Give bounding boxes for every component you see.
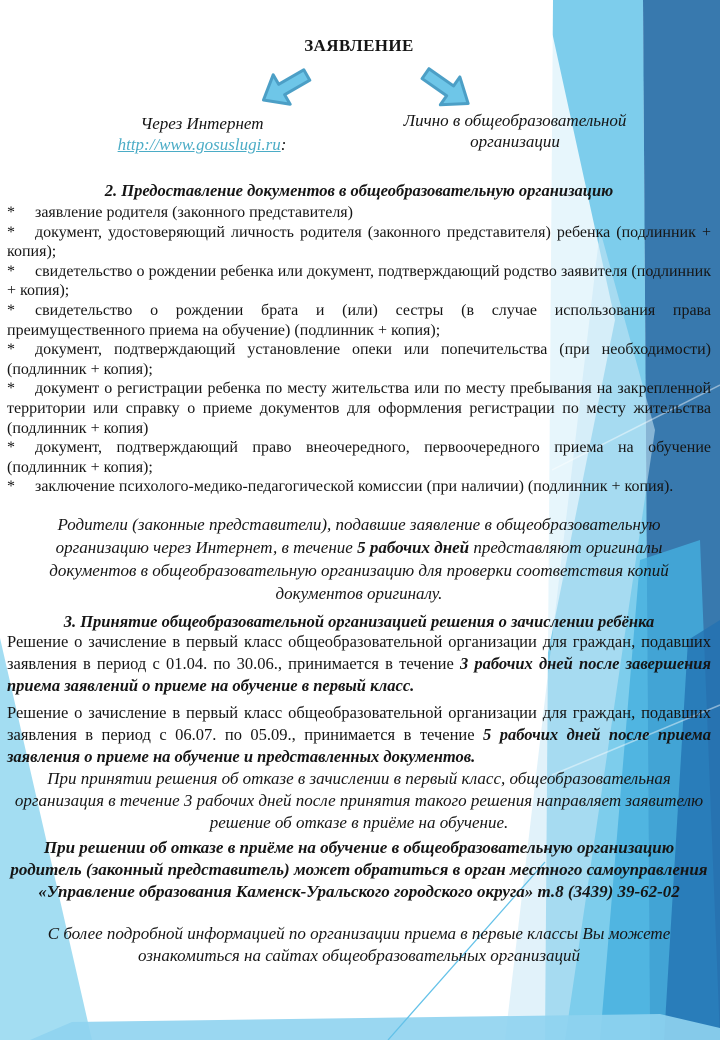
channel-internet-label: Через Интернет (140, 114, 264, 133)
note-text: Родители (законные представители), подавшие заявление в общеобразовательную организацию через Интернет, в течение (55, 514, 661, 557)
list-item (7, 379, 711, 438)
list-item (7, 340, 711, 379)
documents-list (7, 203, 711, 497)
decision-paragraph-summer (7, 702, 711, 768)
bullet-marker: * (7, 439, 15, 457)
paragraph-highlight: 3 рабочих дней после завершения приема заявлений о приеме на обучение в первый класс. (7, 653, 711, 695)
paragraph-text: Решение о зачисление в первый класс общеобразовательной организации для граждан, подавших заявления в период с 06.07. по 05.09., принимается в течение (7, 702, 711, 744)
link-suffix: : (280, 135, 287, 154)
channel-in-person-label: Лично в общеобразовательной организации (403, 111, 627, 151)
list-item-text: свидетельство о рождении брата и (или) сестры (в случае использования права преимущественного приема на обучение) (подлинник + копия); (7, 301, 711, 339)
application-channels (7, 56, 711, 168)
section2-heading: 2. Предоставление документов в общеобразовательную организацию (104, 181, 614, 200)
list-item (7, 477, 711, 497)
paragraph-text: Решение о зачисление в первый класс общеобразовательной организации для граждан, подавших заявления в период с 01.04. по 30.06., принимается в течение (7, 631, 711, 673)
decision-paragraph-spring (7, 631, 711, 697)
list-item (7, 262, 711, 301)
channel-in-person (375, 110, 655, 152)
bullet-marker: * (7, 380, 15, 398)
bullet-marker: * (7, 478, 15, 496)
footer-note: С более подробной информацией по организации приема в первые классы Вы можете ознакомиться на сайтах общеобразовательных организаций (47, 923, 671, 965)
list-item (7, 203, 711, 223)
bullet-marker: * (7, 204, 15, 221)
list-item-text: заключение психолого-медико-педагогической комиссии (при наличии) (подлинник + копия). (35, 478, 674, 496)
list-item (7, 223, 711, 262)
page-title: ЗАЯВЛЕНИЕ (304, 36, 414, 55)
list-item-text: свидетельство о рождении ребенка или документ, подтверждающий родство заявителя (подлинник + копия); (7, 262, 711, 300)
bullet-marker: * (7, 262, 15, 280)
note-highlight: 5 рабочих дней (357, 537, 470, 557)
list-item (7, 301, 711, 340)
refusal-note: При принятии решения об отказе в зачислении в первый класс, общеобразовательная организация в течение 3 рабочих дней после принятия такого решения направляет заявителю решение об отказе в приёме на обучение. (14, 768, 704, 832)
channel-internet (62, 113, 342, 155)
bullet-marker: * (7, 301, 15, 319)
paragraph-highlight: 5 рабочих дней после приема заявления о приеме на обучение и представленных документов. (7, 724, 711, 766)
list-item-text: заявление родителя (законного представителя) (35, 204, 353, 221)
list-item-text: документ о регистрации ребенка по месту жительства или по месту пребывания на закрепленной территории или справку о приеме документов для оформления регистрации по месту жительства (подлинник + копия) (7, 380, 711, 437)
bullet-marker: * (7, 223, 15, 241)
bullet-marker: * (7, 341, 15, 359)
list-item-text: документ, удостоверяющий личность родителя (законного представителя) ребенка (подлинник + копия); (7, 223, 711, 261)
appeal-note: При решении об отказе в приёме на обучение в общеобразовательную организацию родитель (законный представитель) может обратиться в орган местного самоуправления «Управление образования Каменск-Уральского городского округа» т.8 (3439) 39-62-02 (10, 837, 708, 901)
gosuslugi-link[interactable]: http://www.gosuslugi.ru (117, 135, 281, 154)
section3-heading: 3. Принятие общеобразовательной организацией решения о зачислении ребёнка (63, 611, 655, 631)
note-text: представляют оригиналы документов в общеобразовательную организацию для проверки соответствия копий документов оригиналу. (49, 537, 669, 603)
internet-submission-note (11, 513, 707, 605)
list-item-text: документ, подтверждающий право внеочередного, первоочередного приема на обучение (подлинник + копия); (7, 439, 711, 476)
list-item (7, 438, 711, 477)
arrow-down-left-icon (250, 56, 322, 118)
list-item-text: документ, подтверждающий установление опеки или попечительства (при необходимости) (подлинник + копия); (7, 341, 711, 378)
